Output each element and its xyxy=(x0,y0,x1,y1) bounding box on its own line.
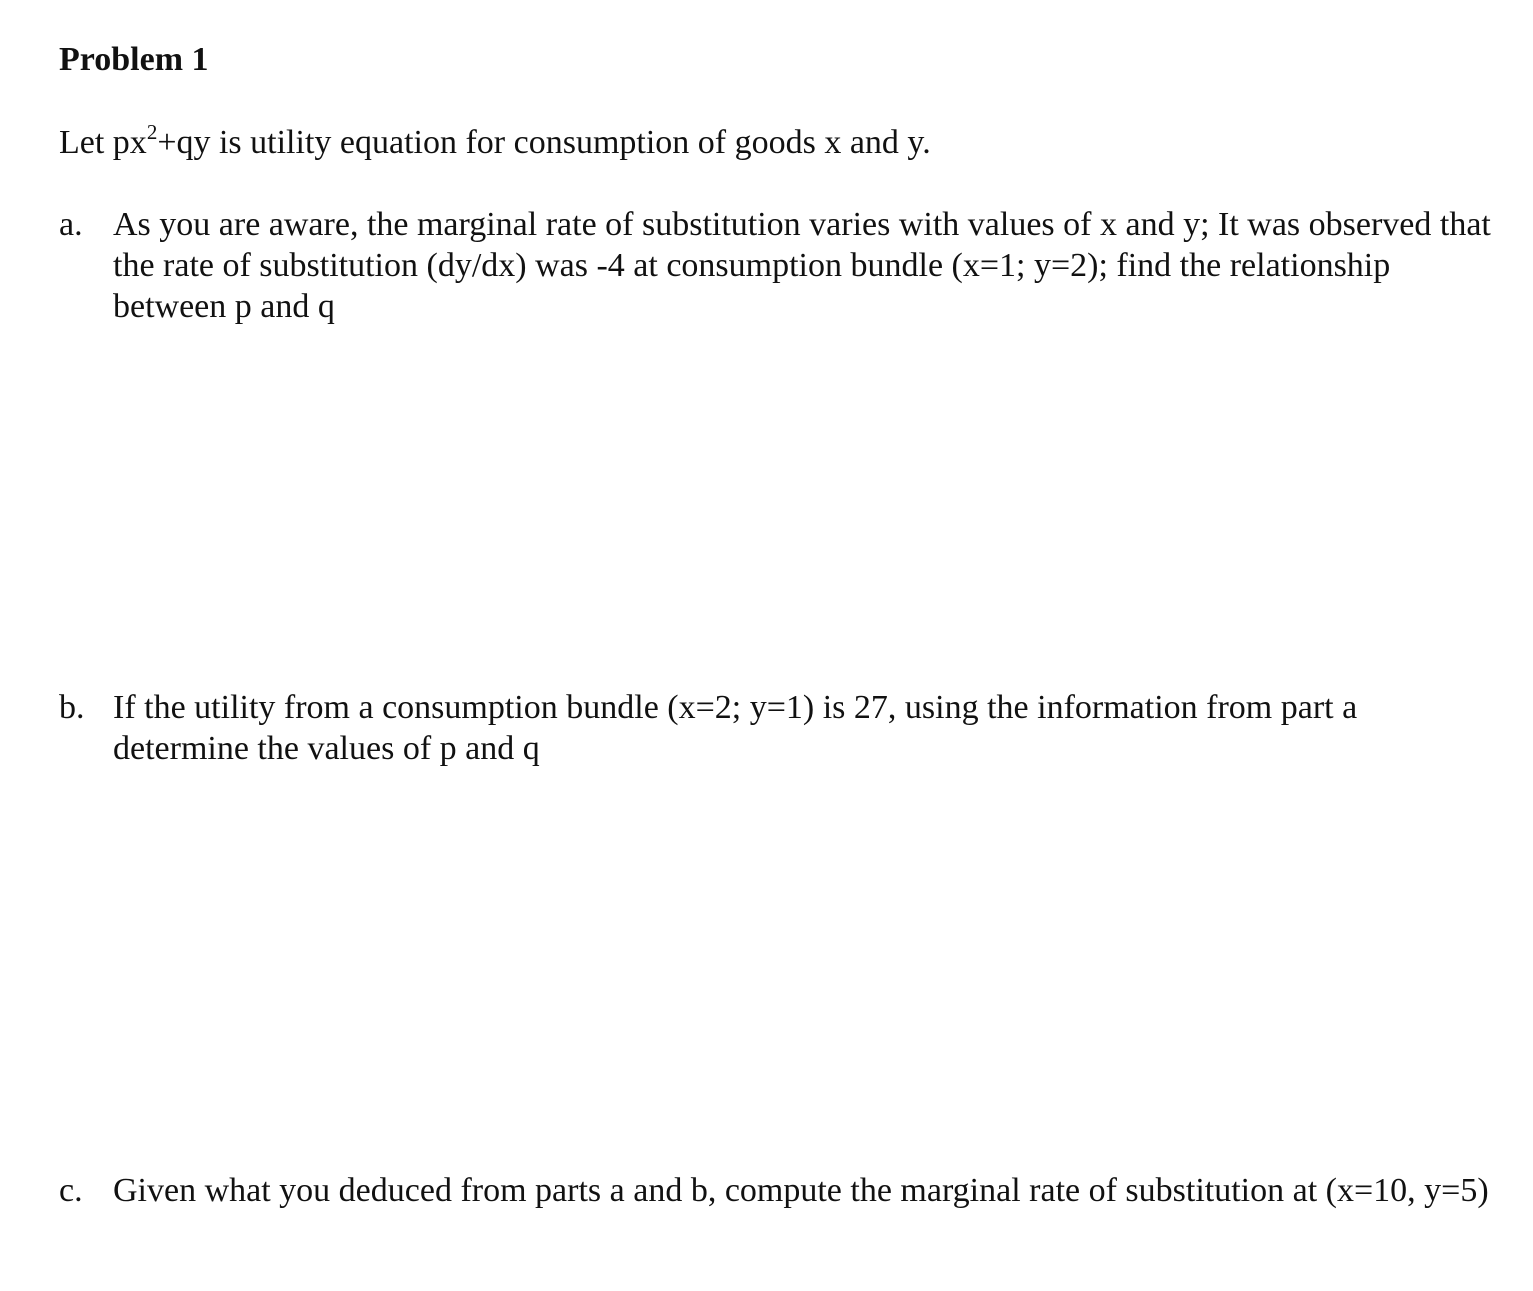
part-a xyxy=(59,204,1499,327)
intro-text-end: +qy is utility equation for consumption of goods x and y. xyxy=(157,124,931,161)
intro-text-start: Let px xyxy=(59,124,147,161)
intro-superscript: 2 xyxy=(146,119,158,144)
problem-intro xyxy=(59,119,931,164)
part-c xyxy=(59,1170,1499,1211)
part-b-text: If the utility from a consumption bundle (x=2; y=1) is 27, using the information from part a determine the values of p and q xyxy=(113,689,1358,767)
problem-title: Problem 1 xyxy=(59,41,209,78)
part-a-marker: a. xyxy=(59,206,83,243)
part-b xyxy=(59,687,1499,769)
part-b-marker: b. xyxy=(59,689,85,726)
part-a-text: As you are aware, the marginal rate of substitution varies with values of x and y; It was observed that the rate of substitution (dy/dx) was -4 at consumption bundle (x=1; y=2); find the relationship between p and q xyxy=(113,206,1491,325)
part-c-marker: c. xyxy=(59,1172,83,1209)
part-c-text: Given what you deduced from parts a and b, compute the marginal rate of substitution at (x=10, y=5) xyxy=(113,1172,1489,1209)
